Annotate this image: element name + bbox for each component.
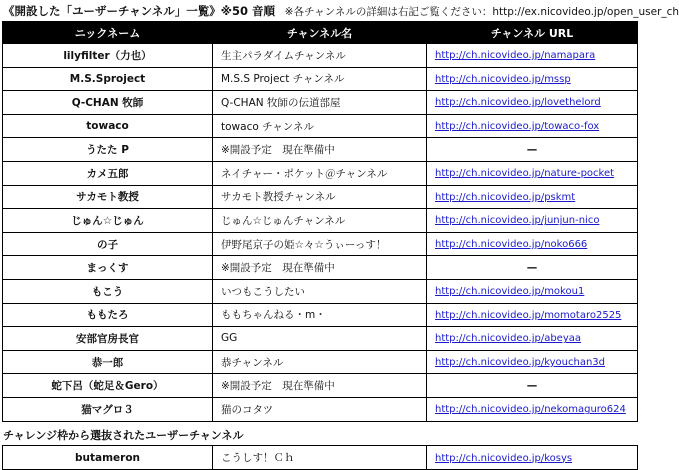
nickname-cell: butameron [3, 446, 213, 470]
header-nickname: ニックネーム [3, 22, 213, 44]
channel-url-cell [427, 91, 638, 115]
nickname-cell: カメ五郎 [3, 161, 213, 185]
channel-url-link[interactable]: http://ch.nicovideo.jp/abeyaa [435, 333, 581, 345]
table-row [3, 209, 638, 233]
channel-url-link[interactable]: http://ch.nicovideo.jp/momotaro2525 [435, 309, 622, 321]
table-row [3, 374, 638, 398]
channel-name-cell: ※開設予定 現在準備中 [213, 138, 427, 162]
nickname-cell: の子 [3, 232, 213, 256]
nickname-cell: うたた P [3, 138, 213, 162]
nickname-cell: 安部官房長官 [3, 327, 213, 351]
table-row [3, 67, 638, 91]
nickname-cell: まっくす [3, 256, 213, 280]
channel-url-cell [427, 138, 638, 162]
table-row [3, 91, 638, 115]
channel-url-cell [427, 67, 638, 91]
channel-url-cell [427, 256, 638, 280]
nickname-cell: 蛇下呂（蛇足＆Gero） [3, 374, 213, 398]
table-row [3, 397, 638, 421]
nickname-cell: もこう [3, 279, 213, 303]
header-channel-url: チャンネル URL [427, 22, 638, 44]
channel-name-cell: 恭チャンネル [213, 350, 427, 374]
channel-table [2, 21, 638, 422]
no-url-dash: — [526, 261, 538, 274]
table-row [3, 350, 638, 374]
challenge-table-body [3, 446, 638, 470]
channel-url-link[interactable]: http://ch.nicovideo.jp/nekomaguro624 [435, 404, 626, 416]
nickname-cell: サカモト教授 [3, 185, 213, 209]
table-row [3, 161, 638, 185]
nickname-cell: M.S.Sproject [3, 67, 213, 91]
nickname-cell: 恭一郎 [3, 350, 213, 374]
channel-url-link[interactable]: http://ch.nicovideo.jp/lovethelord [435, 97, 601, 109]
channel-name-cell: GG [213, 327, 427, 351]
channel-url-link[interactable]: http://ch.nicovideo.jp/nature-pocket [435, 168, 615, 180]
challenge-section-title: チャレンジ枠から選抜されたユーザーチャンネル [3, 429, 244, 442]
channel-url-cell [427, 161, 638, 185]
page-heading [3, 2, 679, 20]
channel-url-cell [427, 446, 638, 470]
nickname-cell: ももたろ [3, 303, 213, 327]
nickname-cell: lilyfilter（力也） [3, 44, 213, 68]
channel-url-link[interactable]: http://ch.nicovideo.jp/mssp [435, 73, 571, 85]
channel-url-link[interactable]: http://ch.nicovideo.jp/mokou1 [435, 286, 585, 298]
channel-name-cell: ※開設予定 現在準備中 [213, 374, 427, 398]
channel-url-cell [427, 209, 638, 233]
channel-url-cell [427, 327, 638, 351]
channel-url-cell [427, 374, 638, 398]
table-header-row [3, 22, 638, 44]
channel-table-body [3, 44, 638, 422]
table-row [3, 256, 638, 280]
channel-name-cell: ももちゃんねる・m・ [213, 303, 427, 327]
nickname-cell: towaco [3, 114, 213, 138]
table-row [3, 185, 638, 209]
channel-name-cell: M.S.S Project チャンネル [213, 67, 427, 91]
channel-url-cell [427, 232, 638, 256]
channel-url-link[interactable]: http://ch.nicovideo.jp/namapara [435, 50, 596, 62]
heading-note: ※各チャンネルの詳細は右記ご覧ください：http://ex.nicovideo.jp/open_user_ch [284, 6, 679, 18]
channel-name-cell: towaco チャンネル [213, 114, 427, 138]
channel-url-cell [427, 350, 638, 374]
channel-name-cell: 生主パラダイムチャンネル [213, 44, 427, 68]
no-url-dash: — [526, 143, 538, 156]
channel-url-cell [427, 114, 638, 138]
channel-url-cell [427, 185, 638, 209]
table-row [3, 446, 638, 470]
table-row [3, 138, 638, 162]
channel-url-link[interactable]: http://ch.nicovideo.jp/kosys [435, 452, 573, 464]
nickname-cell: Q-CHAN 牧師 [3, 91, 213, 115]
nickname-cell: じゅん☆じゅん [3, 209, 213, 233]
channel-url-cell [427, 303, 638, 327]
channel-url-link[interactable]: http://ch.nicovideo.jp/towaco-fox [435, 121, 600, 133]
channel-name-cell: ※開設予定 現在準備中 [213, 256, 427, 280]
channel-name-cell: こうしす！Ｃｈ [213, 446, 427, 470]
table-row [3, 114, 638, 138]
channel-name-cell: ネイチャー・ポケット＠チャンネル [213, 161, 427, 185]
table-row [3, 279, 638, 303]
channel-url-link[interactable]: http://ch.nicovideo.jp/junjun-nico [435, 215, 600, 227]
channel-name-cell: 猫のコタツ [213, 397, 427, 421]
challenge-table [2, 445, 638, 470]
no-url-dash: — [526, 379, 538, 392]
channel-url-link[interactable]: http://ch.nicovideo.jp/kyouchan3d [435, 357, 606, 369]
table-row [3, 232, 638, 256]
channel-url-cell [427, 279, 638, 303]
table-row [3, 44, 638, 68]
nickname-cell: 猫マグロ３ [3, 397, 213, 421]
header-channel-name: チャンネル名 [213, 22, 427, 44]
heading-title: 《開設した「ユーザーチャンネル」一覧》※50 音順 [3, 4, 275, 18]
channel-url-cell [427, 397, 638, 421]
table-row [3, 303, 638, 327]
channel-url-link[interactable]: http://ch.nicovideo.jp/pskmt [435, 191, 576, 203]
channel-name-cell: いつもこうしたい [213, 279, 427, 303]
channel-url-link[interactable]: http://ch.nicovideo.jp/noko666 [435, 239, 588, 251]
channel-name-cell: Q-CHAN 牧師の伝道部屋 [213, 91, 427, 115]
table-row [3, 327, 638, 351]
channel-name-cell: 伊野尾京子の姫☆々☆うぃーっす！ [213, 232, 427, 256]
channel-name-cell: じゅん☆じゅんチャンネル [213, 209, 427, 233]
channel-url-cell [427, 44, 638, 68]
channel-name-cell: サカモト教授チャンネル [213, 185, 427, 209]
